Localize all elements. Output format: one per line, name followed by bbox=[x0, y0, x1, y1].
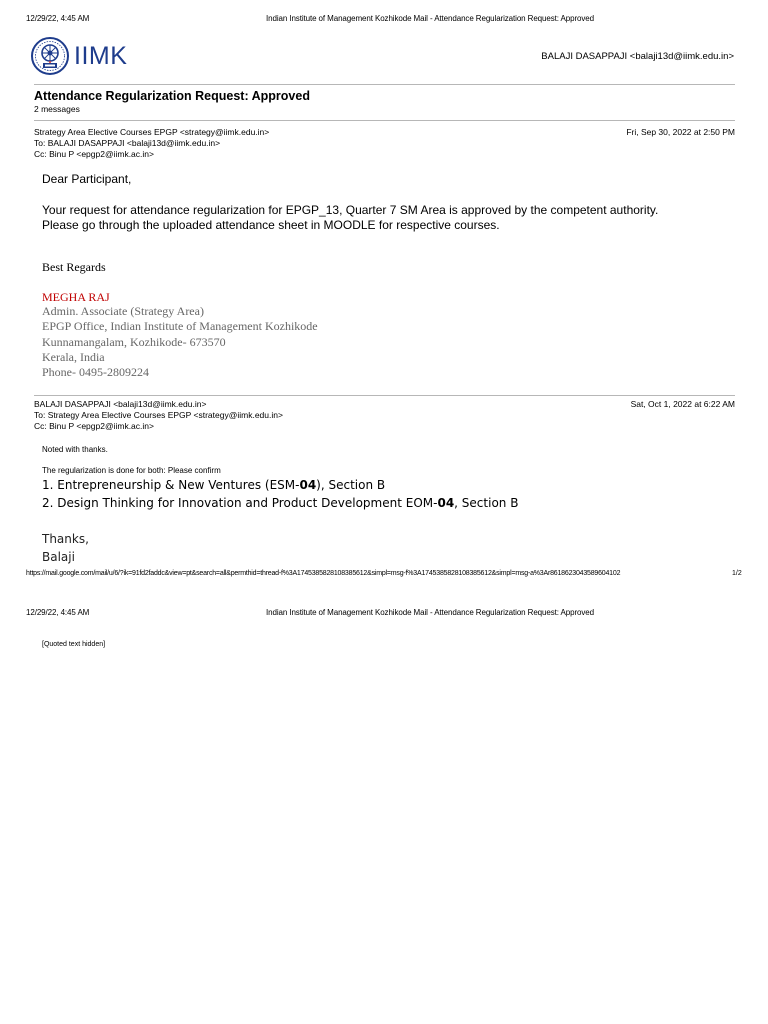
signature-line: Kunnamangalam, Kozhikode- 673570 bbox=[42, 334, 226, 349]
logo-text: IIMK bbox=[74, 41, 128, 70]
signature-line: EPGP Office, Indian Institute of Management Kozhikode bbox=[42, 319, 318, 334]
signature-block bbox=[42, 304, 318, 380]
divider bbox=[34, 120, 735, 121]
account-label: BALAJI DASAPPAJI <balaji13d@iimk.edu.in> bbox=[541, 51, 734, 62]
message-1-regards: Best Regards bbox=[42, 260, 106, 274]
quoted-text-toggle[interactable]: [Quoted text hidden] bbox=[42, 641, 106, 648]
print-title: Indian Institute of Management Kozhikode Mail - Attendance Regularization Request: Approved bbox=[266, 14, 594, 23]
list-item bbox=[42, 477, 518, 495]
list-item bbox=[42, 495, 518, 513]
message-2-intro: The regularization is done for both: Please confirm bbox=[42, 466, 221, 475]
iimk-emblem-icon bbox=[30, 36, 70, 76]
message-1-header bbox=[34, 127, 269, 160]
page-number: 1/2 bbox=[732, 570, 742, 577]
page-2-datetime: 12/29/22, 4:45 AM bbox=[26, 608, 90, 617]
message-1-date: Fri, Sep 30, 2022 at 2:50 PM bbox=[626, 127, 735, 137]
print-url: https://mail.google.com/mail/u/6/?ik=91fd2faddc&view=pt&search=all&permthid=thread-f%3A1745385828108385612&simpl=msg-f%3A1745385828108385612&simpl=msg-a%3Ar8618623043589604102 bbox=[26, 570, 621, 577]
list-item-number: 1. bbox=[42, 478, 54, 492]
list-item-number: 2. bbox=[42, 495, 54, 510]
list-item-text: Design Thinking for Innovation and Product Development EOM- bbox=[57, 495, 438, 510]
regularization-list bbox=[42, 477, 518, 512]
message-1-from: Strategy Area Elective Courses EPGP <strategy@iimk.edu.in> bbox=[34, 127, 270, 137]
divider bbox=[34, 395, 735, 396]
message-2-date: Sat, Oct 1, 2022 at 6:22 AM bbox=[630, 399, 735, 409]
page-2-title: Indian Institute of Management Kozhikode Mail - Attendance Regularization Request: Approved bbox=[266, 608, 594, 617]
message-2-from: BALAJI DASAPPAJI <balaji13d@iimk.edu.in> bbox=[34, 399, 207, 409]
message-2-to: To: Strategy Area Elective Courses EPGP <strategy@iimk.edu.in> bbox=[34, 410, 283, 420]
message-2-cc: Cc: Binu P <epgp2@iimk.ac.in> bbox=[34, 421, 154, 431]
list-item-text: Entrepreneurship & New Ventures (ESM- bbox=[57, 478, 300, 492]
signature-line: Kerala, India bbox=[42, 349, 105, 364]
list-item-code: 04 bbox=[299, 478, 317, 492]
iimk-logo bbox=[30, 36, 127, 76]
signature-line: Admin. Associate (Strategy Area) bbox=[42, 304, 204, 318]
message-2-noted: Noted with thanks. bbox=[42, 445, 108, 454]
message-1-greeting: Dear Participant, bbox=[42, 172, 132, 186]
message-1-to: To: BALAJI DASAPPAJI <balaji13d@iimk.edu.in> bbox=[34, 138, 221, 148]
message-2-thanks: Thanks, bbox=[42, 532, 89, 546]
print-datetime: 12/29/22, 4:45 AM bbox=[26, 14, 90, 23]
list-item-suffix: ), Section B bbox=[316, 478, 386, 492]
message-count: 2 messages bbox=[34, 104, 80, 114]
message-1-cc: Cc: Binu P <epgp2@iimk.ac.in> bbox=[34, 149, 154, 159]
message-2-closing bbox=[42, 531, 89, 566]
message-1-body-line-1: Your request for attendance regularization for EPGP_13, Quarter 7 SM Area is approved by the competent authority. bbox=[42, 203, 659, 217]
thread-subject: Attendance Regularization Request: Approved bbox=[34, 89, 310, 103]
message-1-body-line-2: Please go through the uploaded attendance sheet in MOODLE for respective courses. bbox=[42, 218, 500, 232]
divider bbox=[34, 84, 735, 85]
signature-line: Phone- 0495-2809224 bbox=[42, 365, 149, 380]
signature-name: MEGHA RAJ bbox=[42, 290, 110, 304]
list-item-code: 04 bbox=[437, 495, 455, 510]
list-item-suffix: , Section B bbox=[454, 495, 519, 510]
message-2-header bbox=[34, 399, 283, 432]
message-2-sender-name: Balaji bbox=[42, 549, 75, 564]
